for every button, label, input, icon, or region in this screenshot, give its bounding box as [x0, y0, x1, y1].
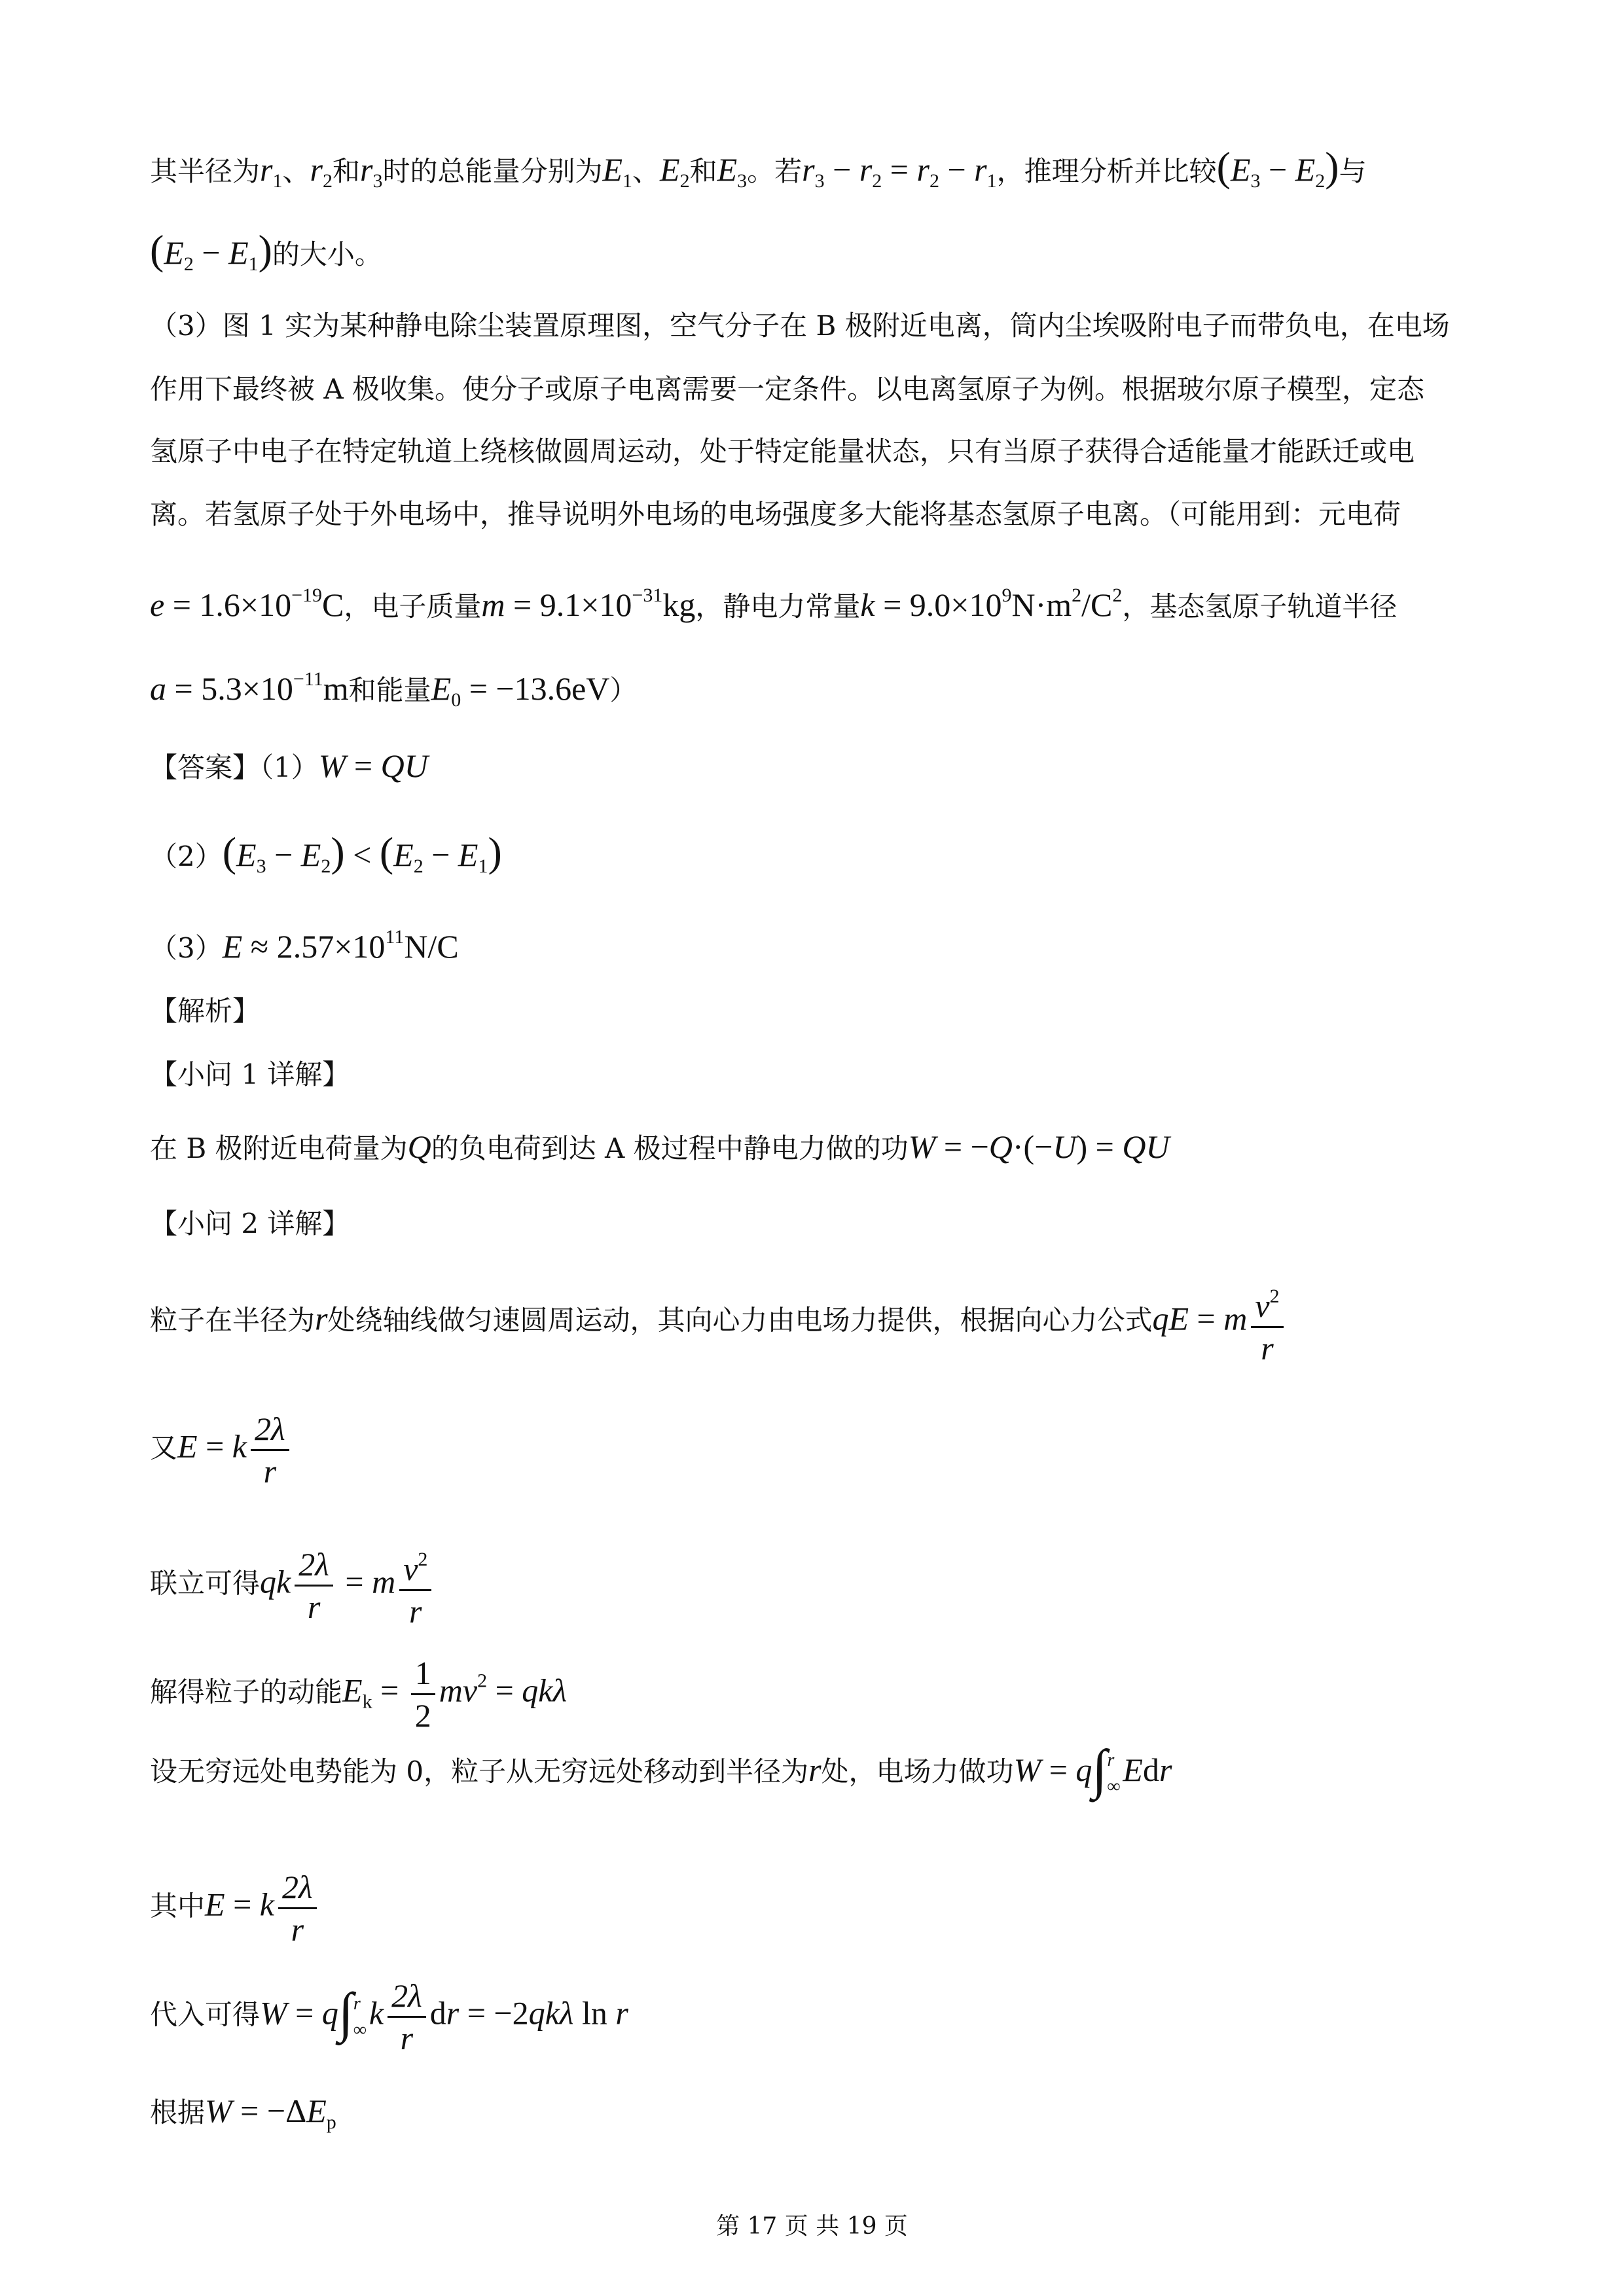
text-line: 又E = k $\frac{2\lambda}{r}$	[150, 1408, 1493, 1492]
text-line: 联立可得qk $\frac{2\lambda}{r}$ = m $\frac{v^2}{r}$	[150, 1539, 1493, 1632]
answer-3: $(3)E \approx 2.57\times 10^{11}N/C$	[150, 926, 459, 965]
section-heading: 【小问 1 详解】	[150, 1058, 350, 1090]
text-line: 粒子在半径为r处绕轴线做匀速圆周运动，其向心力由电场力提供，根据向心力公式qE = m $\frac{v^2}{r}$	[150, 1276, 1493, 1369]
text-line: 其中E = k $\frac{2\lambda}{r}$	[150, 1867, 1493, 1950]
page-footer: 第 17 页 共 19 页	[716, 2213, 908, 2240]
section-heading: 【小问 2 详解】	[150, 1208, 350, 1240]
text-line: $a = 5.3\times 10^{-11}m$和能量$E_0 = -13.6eV$）	[150, 668, 638, 711]
text-line: $e = 1.6\times 10^{-19}C$，电子质量$m = 9.1\times 10^{-31}kg$，静电力常量$k = 9.0\times 10^9N\cdot m^2/C^2$，基态氢原子轨道半径	[150, 584, 1398, 623]
text-line: （3）图 1 实为某种静电除尘装置原理图，空气分子在 B 极附近电离，筒内尘埃吸附电子而带负电，在电场	[150, 310, 1450, 342]
text-line: 氢原子中电子在特定轨道上绕核做圆周运动，处于特定能量状态，只有当原子获得合适能量才能跃迁或电	[150, 435, 1415, 467]
text-line: 根据$W = -\Delta E_p$	[150, 2092, 336, 2133]
text-line: 离。若氢原子处于外电场中，推导说明外电场的电场强度多大能将基态氢原子电离。（可能用到：元电荷	[150, 498, 1401, 530]
text-line: 作用下最终被 A 极收集。使分子或原子电离需要一定条件。以电离氢原子为例。根据玻尔原子模型，定态	[150, 373, 1425, 405]
answer-1: 【答案】（1）W = QU	[150, 747, 428, 784]
text-line: 其半径为$r_1$、$r_2$和$r_3$时的总能量分别为$E_1$、$E_2$和$E_3$。若$r_3 - r_2 = r_2 - r_1$，推理分析并比较$(E_3 - E_2)$与	[150, 143, 1367, 192]
text-line: 设无穷远处电势能为 0，粒子从无穷远处移动到半径为r处，电场力做功W = q∫ r ∞ Edr	[150, 1739, 1172, 1800]
answer-2: $(2)(E_3 - E_2) < (E_2 - E_1)$	[150, 829, 502, 877]
text-line: 解得粒子的动能$E_k$ = $\frac{1}{2}$ $mv^2 = qk\lambda$	[150, 1653, 1493, 1736]
text-line: 在 B 极附近电荷量为Q的负电荷到达 A 极过程中静电力做的功W = −Q·(−U) = QU	[150, 1128, 1170, 1165]
section-heading: 【解析】	[150, 995, 261, 1027]
text-line: 代入可得W = q∫ r ∞ k $\frac{2\lambda}{r}$ dr = −2qkλ ln r	[150, 1975, 1493, 2058]
text-line: $(E_2 - E_1)$的大小。	[150, 226, 382, 275]
